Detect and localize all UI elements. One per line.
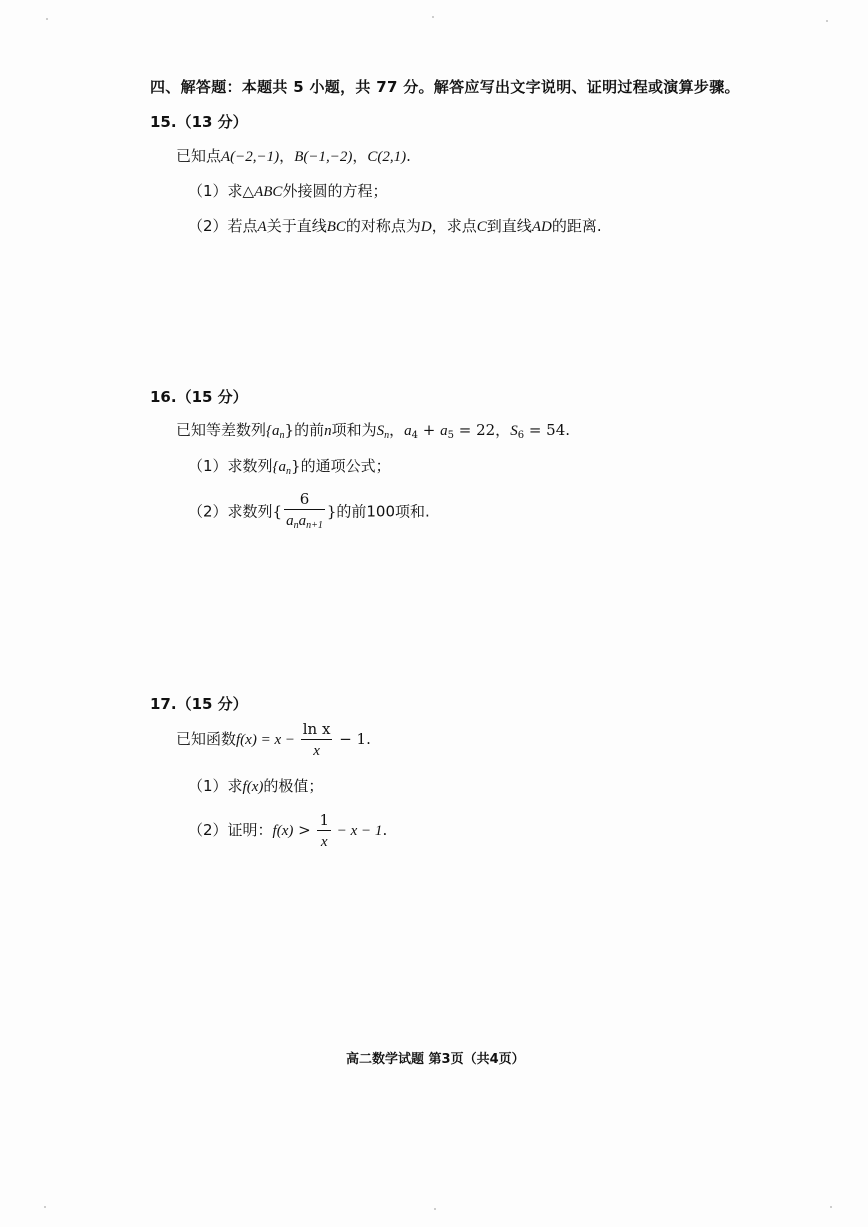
q16-part-2: [188, 490, 430, 535]
q16-cond-a4-sub: 4: [411, 430, 418, 441]
q17-p2-fraction: [317, 811, 331, 851]
q15-p2-bc: BC: [326, 219, 346, 235]
scan-speck: [830, 1206, 832, 1208]
q16-p2-suffix: 的前100项和.: [336, 502, 430, 521]
q17-frac-den: [301, 740, 333, 760]
q17-part-1: [188, 776, 323, 797]
q15-p2-c: C: [476, 219, 487, 235]
q16-cond-eq2: = 54: [524, 421, 566, 439]
q17-eq: = x −: [256, 732, 299, 748]
q15-point-b: B(−1,−2): [294, 149, 353, 165]
q16-sep-1: ，: [389, 421, 405, 439]
q16-den-b-sub: n+1: [306, 520, 323, 531]
q16-p2-open: {: [272, 502, 283, 521]
q15-end: .: [406, 147, 411, 165]
q15-part-1: [188, 181, 387, 202]
q17-tail: − 1: [334, 730, 367, 748]
scan-speck: [432, 16, 434, 18]
q16-n: n: [324, 423, 332, 439]
section-title: 四、解答题：本题共 5 小题，共 77 分。解答应写出文字说明、证明过程或演算步骤。: [150, 78, 740, 96]
q17-p2-gt: >: [293, 821, 316, 839]
q17-p2-frac-den: [317, 831, 331, 851]
q16-intro: [176, 420, 570, 446]
q15-p1-suffix: 外接圆的方程；: [282, 182, 388, 200]
q16-seq-close: }: [284, 421, 295, 439]
q16-cond-a5-sub: 5: [447, 430, 454, 441]
q17-p1-prefix: （1）求: [188, 777, 243, 795]
q15-p2-mid4: 到直线: [486, 217, 532, 235]
q15-point-c: C(2,1): [367, 149, 407, 165]
q16-p1-seq: {a: [272, 459, 287, 475]
q16-intro-mid: 的前: [294, 421, 325, 439]
q16-p1-seq-close: }: [291, 457, 301, 475]
q15-part-2: [188, 216, 602, 237]
q16-header: 16.（15 分）: [150, 388, 248, 406]
q17-p1-suffix: 的极值；: [263, 777, 324, 795]
q17-frac-den-x: x: [313, 743, 320, 759]
q17-p2-prefix: （2）证明：: [188, 821, 273, 839]
q17-fraction: [301, 720, 333, 760]
q17-p1-fx: f(x): [242, 779, 264, 795]
q15-p2-mid1: 关于直线: [266, 217, 327, 235]
q16-cond-plus: +: [417, 421, 441, 439]
q16-seq-sub: n: [279, 430, 285, 441]
scan-speck: [434, 1208, 436, 1210]
q16-part-1: [188, 456, 391, 482]
q16-p1-prefix: （1）求数列: [188, 457, 273, 475]
q16-den-a: a: [286, 513, 294, 529]
q16-s-sub: n: [384, 430, 390, 441]
q16-intro-prefix: 已知等差数列: [176, 421, 267, 439]
q17-header: 17.（15 分）: [150, 695, 248, 713]
q16-p1-suffix: 的通项公式；: [300, 457, 391, 475]
q15-point-a: A(−2,−1): [221, 149, 280, 165]
q16-p2-close: }: [326, 502, 337, 521]
q15-intro-text: 已知点: [176, 147, 222, 165]
q16-cond-s6-sub: 6: [517, 430, 525, 441]
q15-sep-1: ，: [279, 147, 295, 165]
q16-seq: {a: [266, 423, 280, 439]
q17-part-2: [188, 811, 387, 851]
q16-frac-den: [284, 510, 325, 535]
page-footer: 高二数学试题 第3页（共4页）: [346, 1052, 525, 1067]
q17-fx: f(x): [236, 732, 257, 748]
q15-sep-2: ，: [352, 147, 368, 165]
q16-den-a-sub: n: [293, 520, 299, 531]
q15-p2-a: A: [257, 219, 267, 235]
q16-fraction: [284, 490, 325, 535]
q16-cond-a5: a: [440, 423, 448, 439]
q16-den-b: a: [298, 513, 307, 529]
q17-p2-frac-num: 1: [319, 811, 330, 829]
q16-end: .: [565, 421, 571, 439]
q15-p2-mid3: ，求点: [431, 217, 477, 235]
q17-p2-frac-den-x: x: [320, 834, 328, 850]
q15-intro: [176, 146, 411, 167]
q15-p2-mid2: 的对称点为: [345, 217, 421, 235]
q16-sep-2: ，: [495, 421, 511, 439]
q16-cond-eq1: = 22: [453, 421, 496, 439]
q17-p2-tail: − x − 1: [333, 823, 383, 839]
q16-p2-prefix: （2）求数列: [188, 502, 273, 521]
q15-p2-d: D: [420, 219, 432, 235]
q16-p1-seq-sub: n: [286, 466, 292, 477]
q17-end: .: [366, 730, 371, 748]
scan-speck: [46, 18, 48, 20]
triangle-symbol: △: [242, 182, 255, 200]
q17-intro: [176, 720, 371, 760]
scan-speck: [826, 20, 828, 22]
q17-frac-num: ln x: [302, 720, 331, 738]
q15-p2-suffix: 的距离.: [551, 217, 602, 235]
q16-s: S: [376, 423, 385, 439]
q16-cond-a4: a: [404, 423, 412, 439]
q17-p2-fx: f(x): [272, 823, 294, 839]
q15-header: 15.（13 分）: [150, 113, 248, 131]
q16-intro-mid2: 项和为: [331, 421, 377, 439]
q17-intro-prefix: 已知函数: [176, 730, 237, 748]
q15-p2-prefix: （2）若点: [188, 217, 258, 235]
q15-p1-abc: ABC: [254, 184, 283, 200]
q15-p2-ad: AD: [531, 219, 552, 235]
q15-p1-prefix: （1）求: [188, 182, 243, 200]
q16-frac-num: 6: [284, 490, 325, 510]
q16-cond-s6: S: [510, 423, 518, 439]
scan-speck: [44, 1206, 46, 1208]
q17-p2-end: .: [382, 821, 388, 839]
